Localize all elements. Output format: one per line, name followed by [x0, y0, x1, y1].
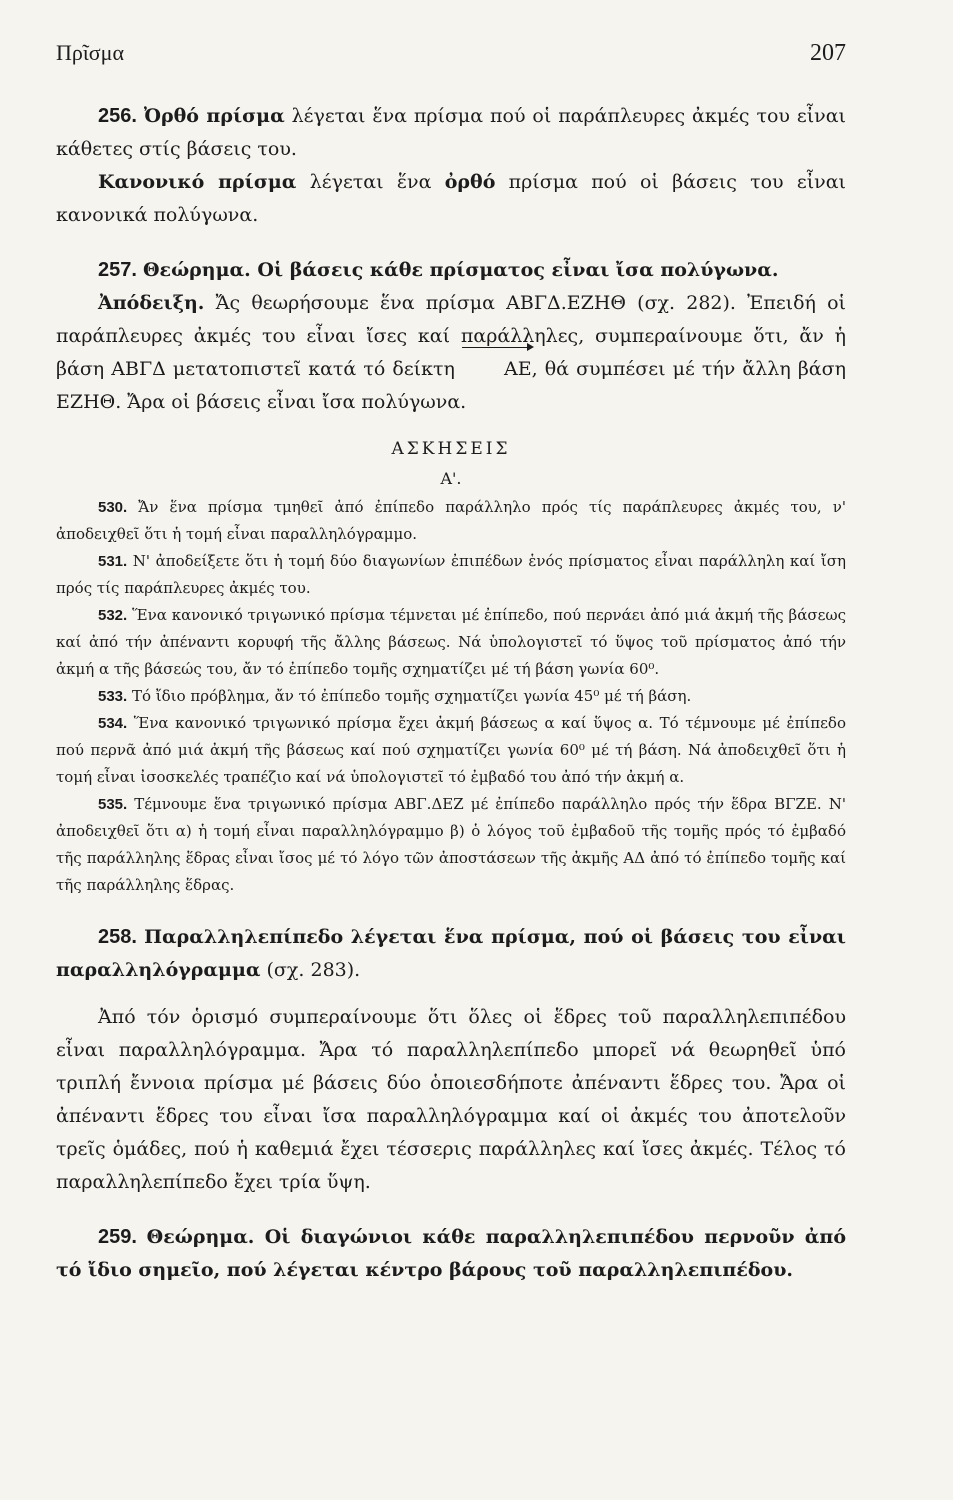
section-number-256: 256.: [98, 105, 137, 127]
exercise-530: [56, 494, 846, 548]
exercise-text: Ἄν ἕνα πρίσμα τμηθεῖ ἀπό ἐπίπεδο παράλληλο πρός τίς παράπλευρες ἀκμές του, ν' ἀποδειχθεῖ ὅτι ἡ τομή εἶναι παραλληλόγραμμο.: [56, 498, 846, 543]
exercise-535: [56, 791, 846, 899]
exercise-text: Ἕνα κανονικό τριγωνικό πρίσμα ἔχει ἀκμή βάσεως α καί ὕψος α. Τό τέμνουμε μέ ἐπίπεδο πού περνᾶ ἀπό μιά ἀκμή τῆς βάσεως καί πού σχηματίζει γωνία 60⁰ μέ τή βάση. Νά ἀποδειχθεῖ ὅτι ἡ τομή εἶναι ἰσοσκελές τραπέζιο καί νά ὑπολογιστεῖ τό ἐμβαδό του ἀπό τήν ἀκμή α.: [56, 714, 846, 786]
exercise-number: 533.: [98, 688, 128, 705]
text-256-c: πρίσμα πού οἱ βάσεις του εἶναι κανονικά πολύγωνα.: [56, 171, 847, 226]
term-right-prism: Ὀρθό πρίσμα: [143, 105, 285, 127]
exercise-number: 534.: [98, 715, 128, 732]
figure-ref-283: (σχ. 283).: [260, 959, 361, 981]
page-header: [56, 40, 846, 100]
paragraph-256-regular: [56, 166, 846, 232]
exercise-text: Ν' ἀποδείξετε ὅτι ἡ τομή δύο διαγωνίων ἐπιπέδων ἑνός πρίσματος εἶναι παράλληλη καί ἴση πρός τίς παράπλευρες ἀκμές του.: [56, 552, 846, 597]
definition-258-title: Παραλληλεπίπεδο λέγεται ἕνα πρίσμα, πού οἱ βάσεις του εἶναι παραλληλόγραμμα: [56, 926, 846, 981]
book-page: [56, 40, 846, 1287]
vector-ae: ΑΕ: [462, 353, 532, 386]
term-regular-prism: Κανονικό πρίσμα: [98, 171, 297, 193]
exercises-subheading: Α'.: [440, 469, 462, 488]
proof-label: Ἀπόδειξη.: [98, 292, 205, 314]
section-number-259: 259.: [98, 1226, 137, 1248]
section-number-258: 258.: [98, 926, 137, 948]
theorem-257-title: Θεώρημα. Οἱ βάσεις κάθε πρίσματος εἶναι ἴσα πολύγωνα.: [142, 259, 779, 281]
exercise-534: [56, 710, 846, 791]
theorem-259: [56, 1221, 846, 1287]
exercise-text: Τέμνουμε ἕνα τριγωνικό πρίσμα ΑΒΓ.ΔΕΖ μέ ἐπίπεδο παράλληλο πρός τήν ἕδρα ΒΓΖΕ. Ν' ἀποδειχθεῖ ὅτι α) ἡ τομή εἶναι παραλληλόγραμμο β) ὁ λόγος τοῦ ἐμβαδοῦ τῆς τομῆς πρός τό ἐμβαδό τῆς παράλληλης ἕδρας εἶναι ἴσος μέ τό λόγο τῶν ἀποστάσεων τῆς ἀκμῆς ΑΔ ἀπό τό ἐπίπεδο τομῆς καί τῆς παράλληλης ἕδρας.: [56, 795, 846, 894]
page-number: 207: [810, 40, 846, 66]
exercise-532: [56, 602, 846, 683]
exercise-text: Τό ἴδιο πρόβλημα, ἄν τό ἐπίπεδο τομῆς σχηματίζει γωνία 45⁰ μέ τή βάση.: [127, 687, 692, 705]
running-title: Πρῖσμα: [56, 40, 124, 65]
section-number-257: 257.: [98, 259, 137, 281]
text-256-b: λέγεται ἕνα: [296, 171, 445, 193]
exercises-heading: ΑΣΚΗΣΕΙΣ: [391, 439, 511, 459]
definition-258: [56, 921, 846, 987]
exercise-number: 532.: [98, 607, 128, 624]
proof-text-2: , θά συμπέσει μέ τήν ἄλλη βάση ΕΖΗΘ. Ἄρα οἱ βάσεις εἶναι ἴσα πολύγωνα.: [56, 358, 846, 413]
exercise-text: Ἕνα κανονικό τριγωνικό πρίσμα τέμνεται μέ ἐπίπεδο, πού περνάει ἀπό μιά ἀκμή τῆς βάσεως καί ἀπό τήν ἀπέναντι κορυφή τῆς ἄλλης βάσεως. Νά ὑπολογιστεῖ τό ὕψος τοῦ πρίσματος ἀπό τήν ἀκμή α τῆς βάσεώς του, ἄν τό ἐπίπεδο τομῆς σχηματίζει μέ τή βάση γωνία 60⁰.: [56, 606, 846, 678]
exercise-531: [56, 548, 846, 602]
text-256: λέγεται ἕνα πρίσμα πού οἱ παράπλευρες ἀκμές του εἶναι κάθετες στίς βάσεις του.: [56, 105, 846, 160]
exercise-number: 535.: [98, 796, 128, 813]
exercise-number: 530.: [98, 499, 128, 516]
proof-257: [56, 287, 846, 419]
paragraph-256-definition: [56, 100, 846, 166]
exercise-list: [56, 494, 846, 899]
exercise-533: [56, 683, 846, 710]
paragraph-258-text: Ἀπό τόν ὁρισμό συμπεραίνουμε ὅτι ὅλες οἱ ἕδρες τοῦ παραλληλεπιπέδου εἶναι παραλληλόγραμμα. Ἄρα τό παραλληλεπίπεδο μπορεῖ νά θεωρηθεῖ ὑπό τριπλή ἔννοια πρίσμα μέ βάσεις δύο ὁποιεσδήποτε ἀπέναντι ἕδρες του. Ἄρα οἱ ἀπέναντι ἕδρες του εἶναι ἴσα παραλληλόγραμμα καί οἱ ἀκμές του ἀποτελοῦν τρεῖς ὁμάδες, πού ἡ καθεμιά ἔχει τέσσερις παράλληλες καί ἴσες ἀκμές. Τέλος τό παραλληλεπίπεδο ἔχει τρία ὕψη.: [56, 1006, 846, 1193]
theorem-257: [56, 254, 846, 287]
proof-text-1: Ἄς θεωρήσουμε ἕνα πρίσμα ΑΒΓΔ.ΕΖΗΘ (σχ. 282). Ἐπειδή οἱ παράπλευρες ἀκμές του εἶναι ἴσες καί παράλληλες, συμπεραίνουμε ὅτι, ἄν ἡ βάση ΑΒΓΔ μετατοπιστεῖ κατά τό δείκτη: [56, 292, 846, 380]
theorem-259-title: Θεώρημα. Οἱ διαγώνιοι κάθε παραλληλεπιπέδου περνοῦν ἀπό τό ἴδιο σημεῖο, πού λέγεται κέντρο βάρους τοῦ παραλληλεπιπέδου.: [56, 1226, 846, 1281]
term-right: ὀρθό: [444, 171, 496, 193]
exercise-number: 531.: [98, 553, 128, 570]
